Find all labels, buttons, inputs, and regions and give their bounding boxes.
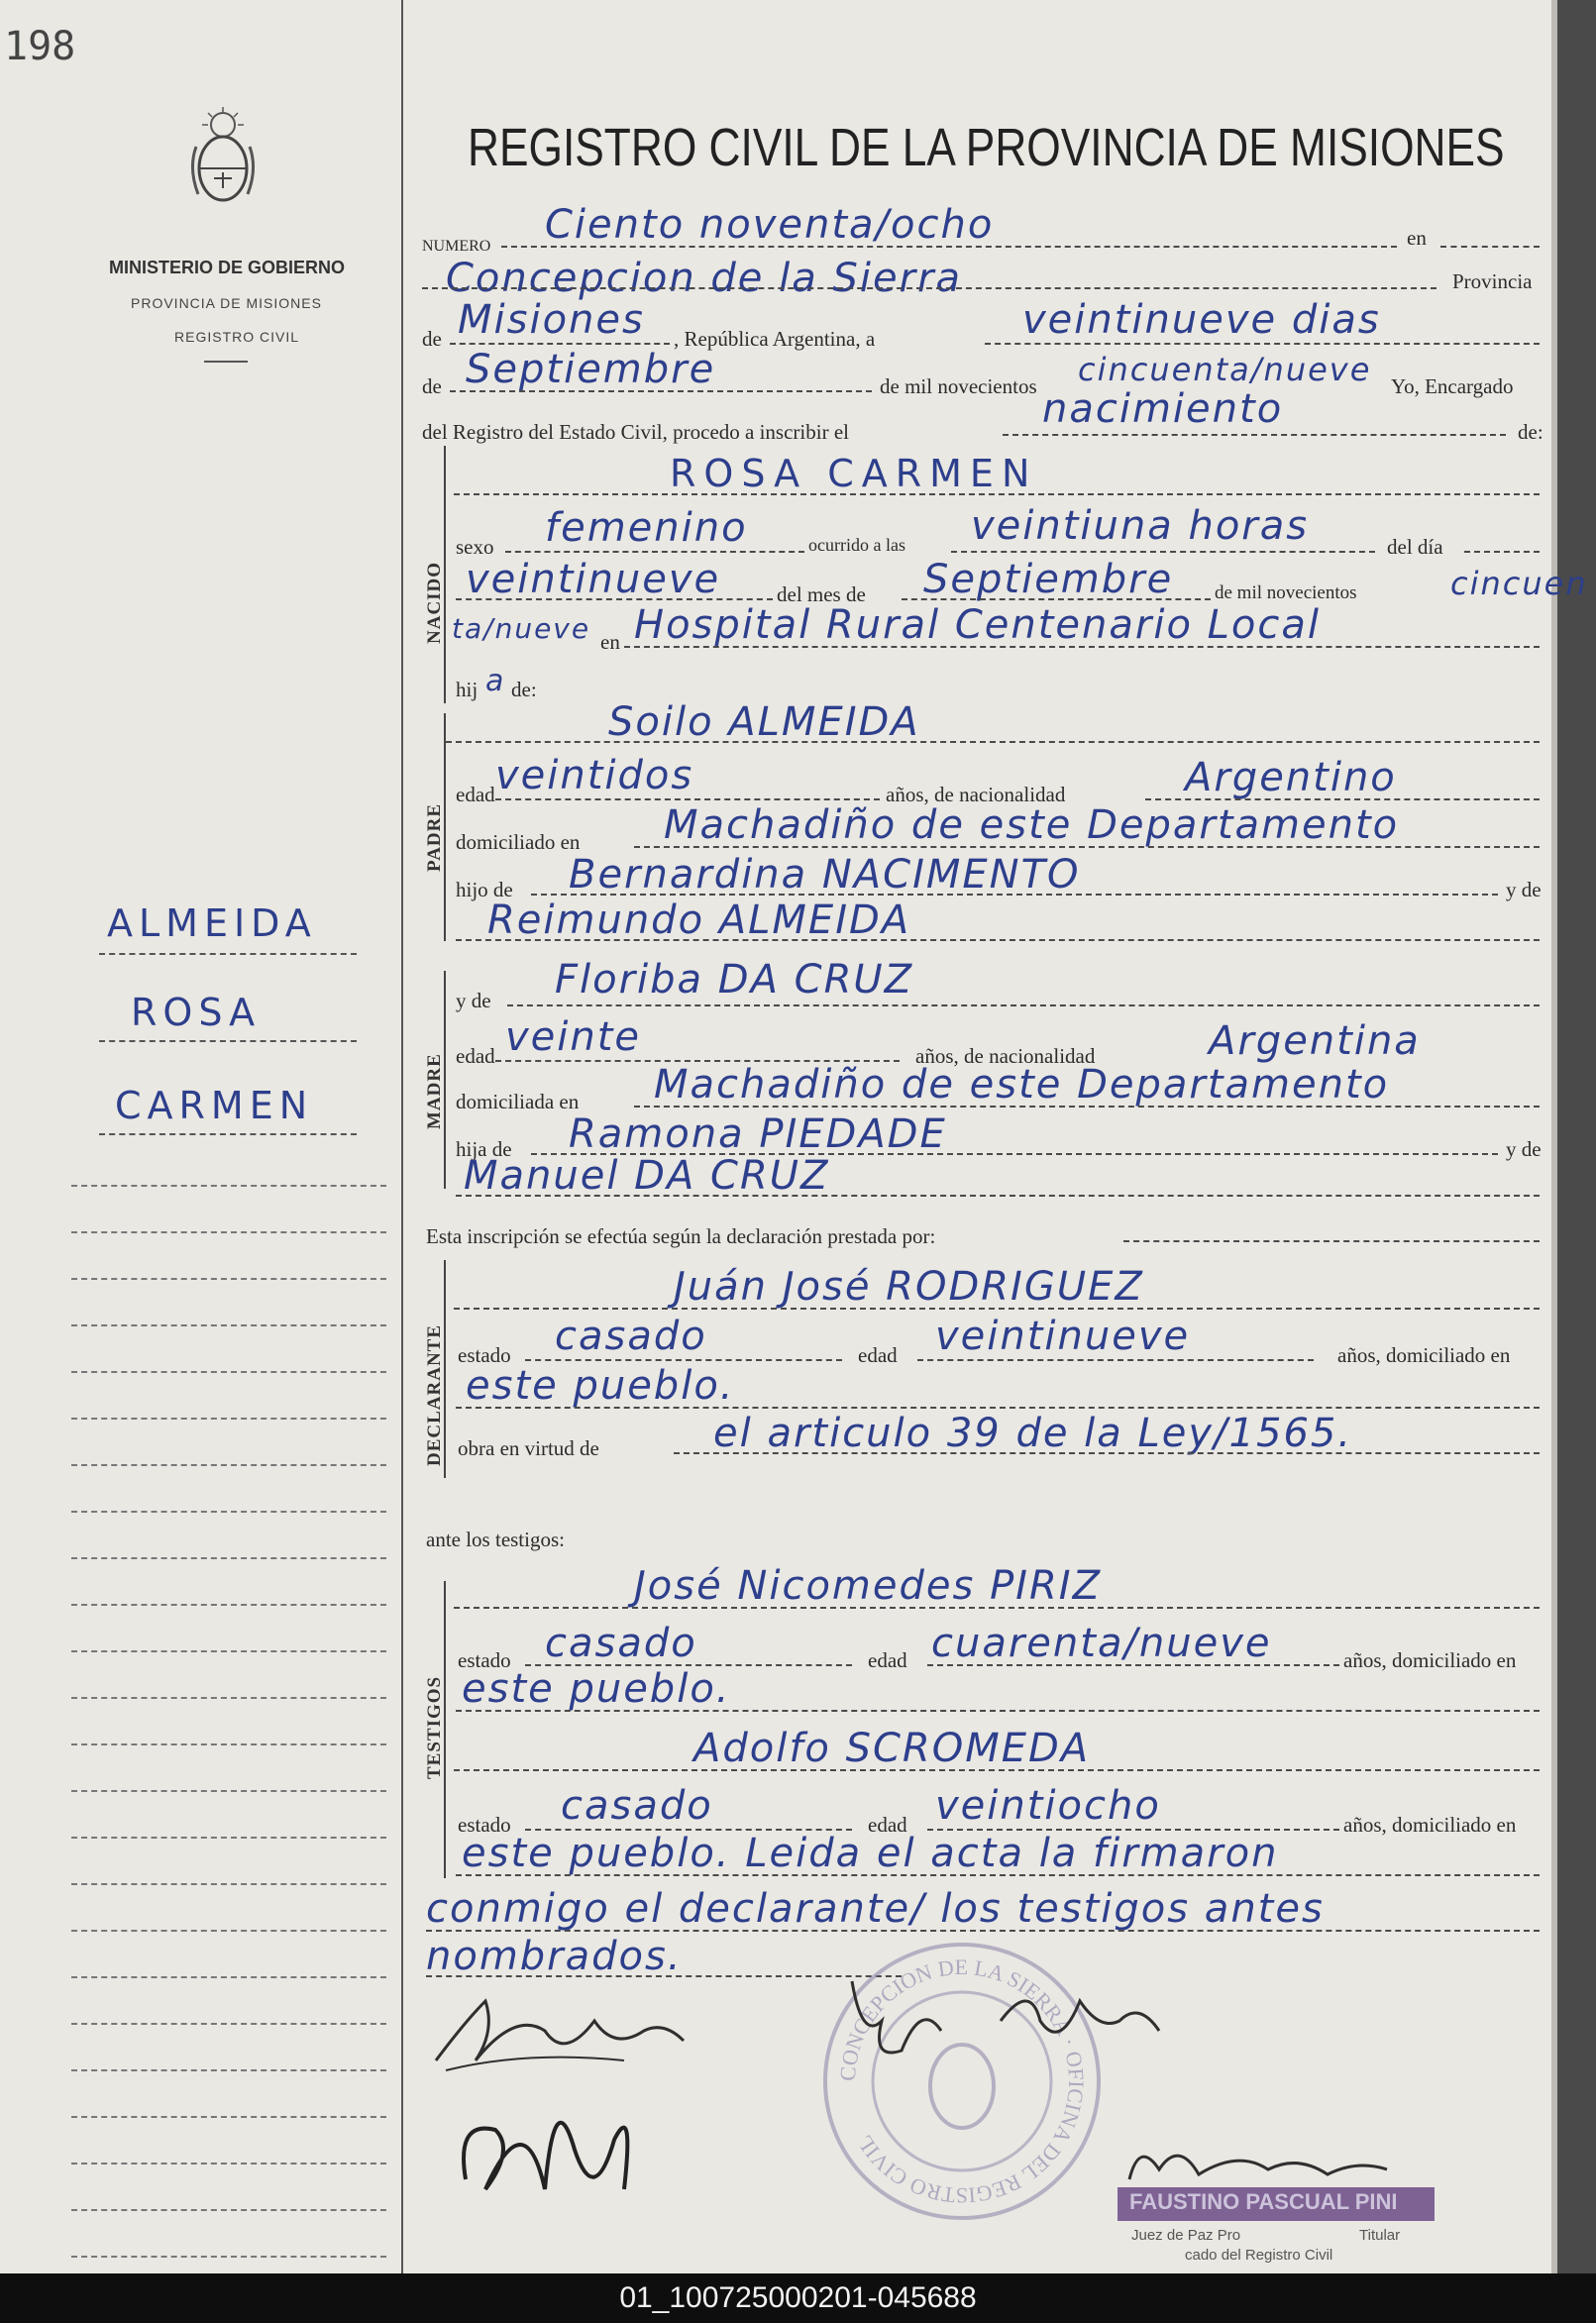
stamp-line-4: cado del Registro Civil [1185,2247,1333,2264]
testigo-2-dom-line [456,1874,1540,1876]
dia-line [1464,551,1540,553]
madre-name-line [507,1004,1540,1006]
margin-ruled-line [71,1930,386,1932]
dia-label: del día [1387,535,1443,559]
padre-edad-label: edad [456,783,495,806]
margin-ruled-line [71,1324,386,1326]
testigo-1-estado-value: casado [545,1621,697,1666]
coat-of-arms-icon [188,107,258,214]
nacido-section-label: NACIDO [424,561,445,644]
ministry-line-2: PROVINCIA DE MISIONES [131,295,322,311]
testigo-1-dom-label: años, domiciliado en [1343,1648,1517,1672]
year-value: cincuenta/nueve [1078,351,1372,388]
declarante-name-line [454,1308,1540,1310]
obra-value: el articulo 39 de la Ley/1565. [713,1411,1353,1456]
padre-mother-value: Bernardina NACIMENTO [569,852,1081,898]
nacido-day-value: veintinueve [466,557,721,602]
declarante-edad-label: edad [858,1343,898,1367]
testigo-1-edad-line [927,1664,1339,1666]
image-identifier-bar [0,2273,1596,2323]
nacido-place-value: Hospital Rural Centenario Local [634,602,1322,648]
madre-father-line [456,1195,1540,1197]
madre-dom-value: Machadiño de este Departamento [654,1062,1390,1108]
declarante-dom-value: este pueblo. [466,1363,735,1409]
testigo-2-dom-value: este pueblo. Leida el acta la firmaron [462,1831,1279,1876]
testigo-2-estado-label: estado [458,1813,511,1837]
testigo-1-estado-label: estado [458,1648,511,1672]
margin-ruled-line [71,1650,386,1652]
padre-yde-label: y de [1506,878,1542,901]
margin-ruled-line [71,2023,386,2025]
province-line [450,343,670,345]
stamp-name: FAUSTINO PASCUAL PINI [1129,2189,1398,2214]
madre-section-label: MADRE [424,1053,445,1129]
registro-label: del Registro del Estado Civil, procedo a inscribir el [422,420,849,444]
testigo-2-edad-label: edad [868,1813,907,1837]
madre-father-value: Manuel DA CRUZ [464,1153,830,1199]
place-value: Concepcion de la Sierra [446,256,962,301]
declarante-edad-line [917,1359,1314,1361]
margin-first-name: ROSA [131,991,262,1034]
margin-ruled-line [71,1837,386,1839]
encargado-label: Yo, Encargado [1391,374,1514,398]
de-label-2: de [422,374,442,398]
declaration-line: Esta inscripción se efectúa según la declaración prestada por: [426,1224,936,1248]
margin-ruled-line [71,1464,386,1466]
hour-line [951,551,1375,553]
margin-ruled-line [71,2116,386,2118]
madre-name: Floriba DA CRUZ [555,957,914,1003]
hour-value: veintiuna horas [971,503,1310,549]
margin-ruled-line [71,2256,386,2258]
sexo-value: femenino [545,505,748,551]
margin-ruled-line [71,2069,386,2071]
numero-label: NUMERO [422,238,491,255]
nacido-year-value-1: cincuen [1450,565,1588,602]
day-value: veintinueve dias [1022,297,1381,343]
margin-ruled-line [71,1557,386,1559]
testigos-section-label: TESTIGOS [424,1675,445,1779]
testigo-1-dom-value: este pueblo. [462,1666,731,1712]
margin-ruled-line [71,1371,386,1373]
declarante-estado-value: casado [555,1314,707,1359]
en-line [1440,246,1540,248]
nacido-day-line [456,598,773,600]
page-number: 198 [4,24,76,69]
margin-surname-underline [99,953,357,955]
mes-label: del mes de [777,582,866,606]
declarante-name: Juán José RODRIGUEZ [674,1264,1144,1310]
madre-edad-value: veinte [505,1014,642,1060]
madre-mother-value: Ramona PIEDADE [569,1111,947,1157]
padre-mother-line [531,894,1498,896]
hij-label-b: de: [511,678,537,701]
signature-testigo-1 [842,1961,1199,2070]
closing-line-1-rule [426,1930,1540,1932]
numero-value: Ciento noventa/ocho [545,202,995,248]
margin-rule [401,0,403,2273]
testigo-1-dom-line [456,1710,1540,1712]
margin-ruled-line [71,2163,386,2165]
testigo-2-edad-value: veintiocho [935,1783,1161,1829]
obra-line [674,1452,1540,1454]
image-identifier: 01_100725000201-045688 [619,2281,977,2314]
republica-label: , República Argentina, a [674,327,876,351]
ministry-line-1: MINISTERIO DE GOBIERNO [109,258,346,277]
nacido-place-line [624,646,1540,648]
madre-edad-label: edad [456,1044,495,1068]
madre-hija-label: hija de [456,1137,512,1161]
page-edge-shadow [1557,0,1596,2273]
stamp-line-3: Titular [1359,2227,1401,2244]
nacido-name-line [454,493,1540,495]
padre-edad-line [495,798,880,800]
province-value: Misiones [458,297,645,343]
margin-ruled-line [71,1790,386,1792]
signature-encargado [446,2060,664,2219]
margin-second-name: CARMEN [115,1084,314,1127]
declarante-estado-line [525,1359,842,1361]
testigo-1-name-line [454,1607,1540,1609]
month-line [450,390,872,392]
margin-ruled-line [71,1604,386,1606]
day-line [985,343,1540,345]
hij-label-a: hij [456,678,479,701]
padre-dom-line [634,846,1540,848]
margin-ruled-line [71,1976,386,1978]
padre-father-line [456,939,1540,941]
closing-line-2: nombrados. [426,1934,683,1979]
stamp-line-2: Juez de Paz Pro [1131,2227,1241,2244]
ante-testigos: ante los testigos: [426,1528,565,1551]
madre-yde-label-2: y de [1506,1137,1542,1161]
en-label: en [1407,226,1427,250]
declaration-line-rule [1123,1240,1540,1242]
padre-name-line [446,741,1540,743]
testigo-1-edad-label: edad [868,1648,907,1672]
provincia-label: Provincia [1452,269,1533,293]
de-label: de [422,327,442,351]
testigo-2-name: Adolfo SCROMEDA [693,1726,1091,1771]
padre-dom-value: Machadiño de este Departamento [664,802,1400,848]
margin-ruled-line [71,2209,386,2211]
padre-father-value: Reimundo ALMEIDA [487,898,911,943]
act-value: nacimiento [1042,386,1284,432]
madre-yde-label: y de [456,989,491,1012]
padre-dom-label: domiciliado en [456,830,581,854]
declarante-dom-label: años, domiciliado en [1337,1343,1511,1367]
madre-dom-line [634,1106,1540,1108]
numero-line [501,246,1397,248]
padre-name: Soilo ALMEIDA [608,699,920,745]
nacido-year-value-2: ta/nueve [452,612,591,645]
margin-ruled-line [71,1185,386,1187]
padre-section-label: PADRE [424,802,445,872]
place-line [422,287,1436,289]
margin-ruled-line [71,1743,386,1745]
margin-first-name-underline [99,1040,357,1042]
margin-ruled-line [71,1278,386,1280]
madre-nac-label: años, de nacionalidad [915,1044,1096,1068]
margin-ruled-line [71,1418,386,1420]
nacido-year-label: de mil novecientos [1215,582,1357,603]
de-colon: de: [1518,420,1543,444]
madre-nac-value: Argentina [1209,1018,1421,1064]
year-label: de mil novecientos [880,374,1037,398]
sexo-line [505,551,804,553]
padre-nac-line [1145,798,1540,800]
declarante-estado-label: estado [458,1343,511,1367]
hij-value: a [485,664,506,698]
declarante-dom-line [456,1407,1540,1409]
margin-ruled-line [71,1231,386,1233]
margin-surname: ALMEIDA [107,901,317,945]
declarante-section-label: DECLARANTE [424,1323,445,1466]
nacido-en-label: en [600,630,620,654]
margin-ruled-line [71,1883,386,1885]
madre-dom-label: domiciliada en [456,1090,580,1113]
margin-ruled-line [71,1511,386,1513]
testigo-2-dom-label: años, domiciliado en [1343,1813,1517,1837]
padre-hijo-label: hijo de [456,878,513,901]
testigo-2-name-line [454,1769,1540,1771]
month-value: Septiembre [466,347,716,392]
nacido-name: ROSA CARMEN [670,452,1038,495]
testigo-1-name: José Nicomedes PIRIZ [634,1563,1102,1609]
obra-label: obra en virtud de [458,1436,599,1460]
ministry-line-3: REGISTRO CIVIL [174,329,300,345]
testigo-1-edad-value: cuarenta/nueve [931,1621,1272,1666]
margin-ruled-line [71,1697,386,1699]
ocurrido-label: ocurrido a las [808,535,905,555]
testigo-2-estado-value: casado [561,1783,713,1829]
document-title: REGISTRO CIVIL DE LA PROVINCIA DE MISIONES [468,118,1505,177]
margin-second-name-underline [99,1133,357,1135]
closing-line-1: conmigo el declarante/ los testigos antes [426,1886,1325,1932]
padre-edad-value: veintidos [495,753,694,798]
act-line [1003,434,1506,436]
seal-text: CONCEPCION DE LA SIERRA · OFICINA DEL REGISTRO CIVIL [834,1953,1090,2209]
padre-nac-value: Argentino [1185,755,1397,800]
nacido-month-value: Septiembre [923,557,1174,602]
nacido-month-line [902,598,1211,600]
sexo-label: sexo [456,535,494,559]
padre-nac-label: años, de nacionalidad [886,783,1066,806]
declarante-edad-value: veintinueve [935,1314,1191,1359]
ministry-underline [204,361,248,363]
